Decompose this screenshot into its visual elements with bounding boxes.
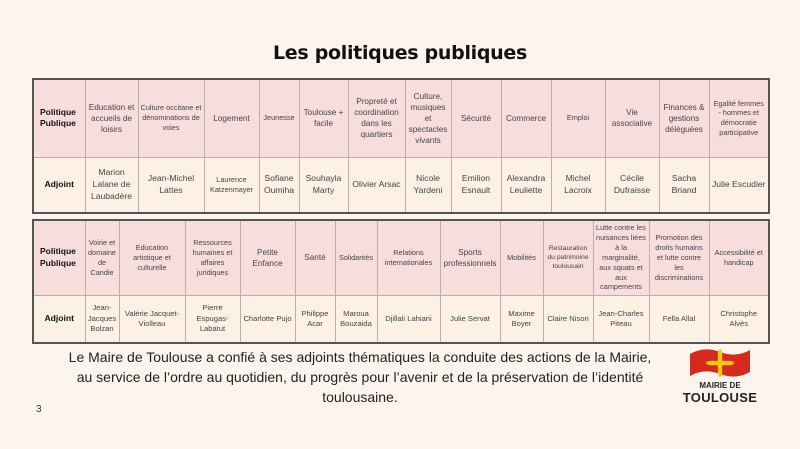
politique-cell: Restauration du patrimoine toulousain [543, 220, 593, 295]
adjoint-cell: Julie Escudier [709, 157, 769, 213]
politique-cell: Culture occitane et dénominations de voies [138, 79, 204, 157]
politique-row [33, 79, 769, 157]
caption-text: Le Maire de Toulouse a confié à ses adjoints thématiques la conduite des actions de la Mairie, au service de l’ordre au quotidien, du progrès pour l’avenir et de la préservation de l’identité toulousaine. [68, 349, 652, 405]
politique-cell: Culture, musiques et spectacles vivants [405, 79, 451, 157]
adjoint-cell: Pierre Espugas-Labatut [185, 295, 240, 343]
adjoint-cell: Jean-Jacques Bolzan [85, 295, 119, 343]
adjoint-row-label: Adjoint [33, 295, 85, 343]
logo-text-line1: MAIRIE DE [699, 381, 741, 390]
politique-cell: Santé [295, 220, 335, 295]
politique-cell: Solidarités [335, 220, 377, 295]
adjoint-cell: Alexandra Leuliette [501, 157, 551, 213]
mairie-toulouse-logo [678, 344, 762, 406]
politique-cell: Jeunesse [259, 79, 299, 157]
adjoint-cell: Olivier Arsac [348, 157, 405, 213]
politique-cell: Promotion des droits humains et lutte contre les discriminations [649, 220, 709, 295]
politique-cell: Toulouse + facile [299, 79, 348, 157]
page-number: 3 [36, 404, 42, 415]
adjoint-cell: Sacha Briand [659, 157, 709, 213]
adjoint-cell: Charlotte Pujo [240, 295, 295, 343]
adjoint-cell: Jean-Michel Lattes [138, 157, 204, 213]
logo-text-line2: TOULOUSE [682, 390, 758, 405]
adjoint-cell: Jean-Charles Piteau [593, 295, 649, 343]
politique-cell: Sports professionnels [440, 220, 500, 295]
politique-cell: Finances & gestions déléguées [659, 79, 709, 157]
adjoint-cell: Claire Nison [543, 295, 593, 343]
adjoint-row-label: Adjoint [33, 157, 85, 213]
politique-cell: Propreté et coordination dans les quartiers [348, 79, 405, 157]
politiques-table-2 [32, 219, 770, 344]
adjoint-cell: Nicole Yardeni [405, 157, 451, 213]
politique-cell: Vie associative [605, 79, 659, 157]
politique-cell: Ressources humaines et affaires juridiques [185, 220, 240, 295]
adjoint-row [33, 295, 769, 343]
adjoint-cell: Maxime Boyer [500, 295, 543, 343]
adjoint-cell: Marion Lalane de Laubadère [85, 157, 138, 213]
adjoint-cell: Laurence Katzenmayer [204, 157, 259, 213]
adjoint-cell: Maroua Bouzaida [335, 295, 377, 343]
adjoint-row [33, 157, 769, 213]
politique-cell: Mobilités [500, 220, 543, 295]
politique-row-label: Politique Publique [33, 220, 85, 295]
politique-cell: Education artistique et culturelle [119, 220, 185, 295]
occitan-cross-flag-icon [686, 346, 754, 380]
politique-cell: Accessibilité et handicap [709, 220, 769, 295]
politique-cell: Sécurité [451, 79, 501, 157]
adjoint-cell: Emilion Esnault [451, 157, 501, 213]
politique-row-label: Politique Publique [33, 79, 85, 157]
politique-row [33, 220, 769, 295]
adjoint-cell: Philippe Acar [295, 295, 335, 343]
politique-cell: Emploi [551, 79, 605, 157]
politiques-table-1 [32, 78, 770, 214]
adjoint-cell: Djillali Lahiani [377, 295, 440, 343]
adjoint-cell: Sofiane Oumiha [259, 157, 299, 213]
adjoint-cell: Fella Allal [649, 295, 709, 343]
politique-cell: Commerce [501, 79, 551, 157]
politique-cell: Petite Enfance [240, 220, 295, 295]
adjoint-cell: Valérie Jacquet-Violleau [119, 295, 185, 343]
adjoint-cell: Cécile Dufraisse [605, 157, 659, 213]
politique-cell: Lutte contre les nuisances liées à la marginalité, aux squats et aux campements [593, 220, 649, 295]
politique-cell: Education et accueils de loisirs [85, 79, 138, 157]
politique-cell: Voirie et domaine de Candie [85, 220, 119, 295]
adjoint-cell: Julie Servat [440, 295, 500, 343]
adjoint-cell: Christophe Alvès [709, 295, 769, 343]
politique-cell: Egalité femmes - hommes et démocratie participative [709, 79, 769, 157]
adjoint-cell: Michel Lacroix [551, 157, 605, 213]
page-title: Les politiques publiques [272, 42, 527, 64]
politique-cell: Logement [204, 79, 259, 157]
politique-cell: Relations internationales [377, 220, 440, 295]
adjoint-cell: Souhayla Marty [299, 157, 348, 213]
